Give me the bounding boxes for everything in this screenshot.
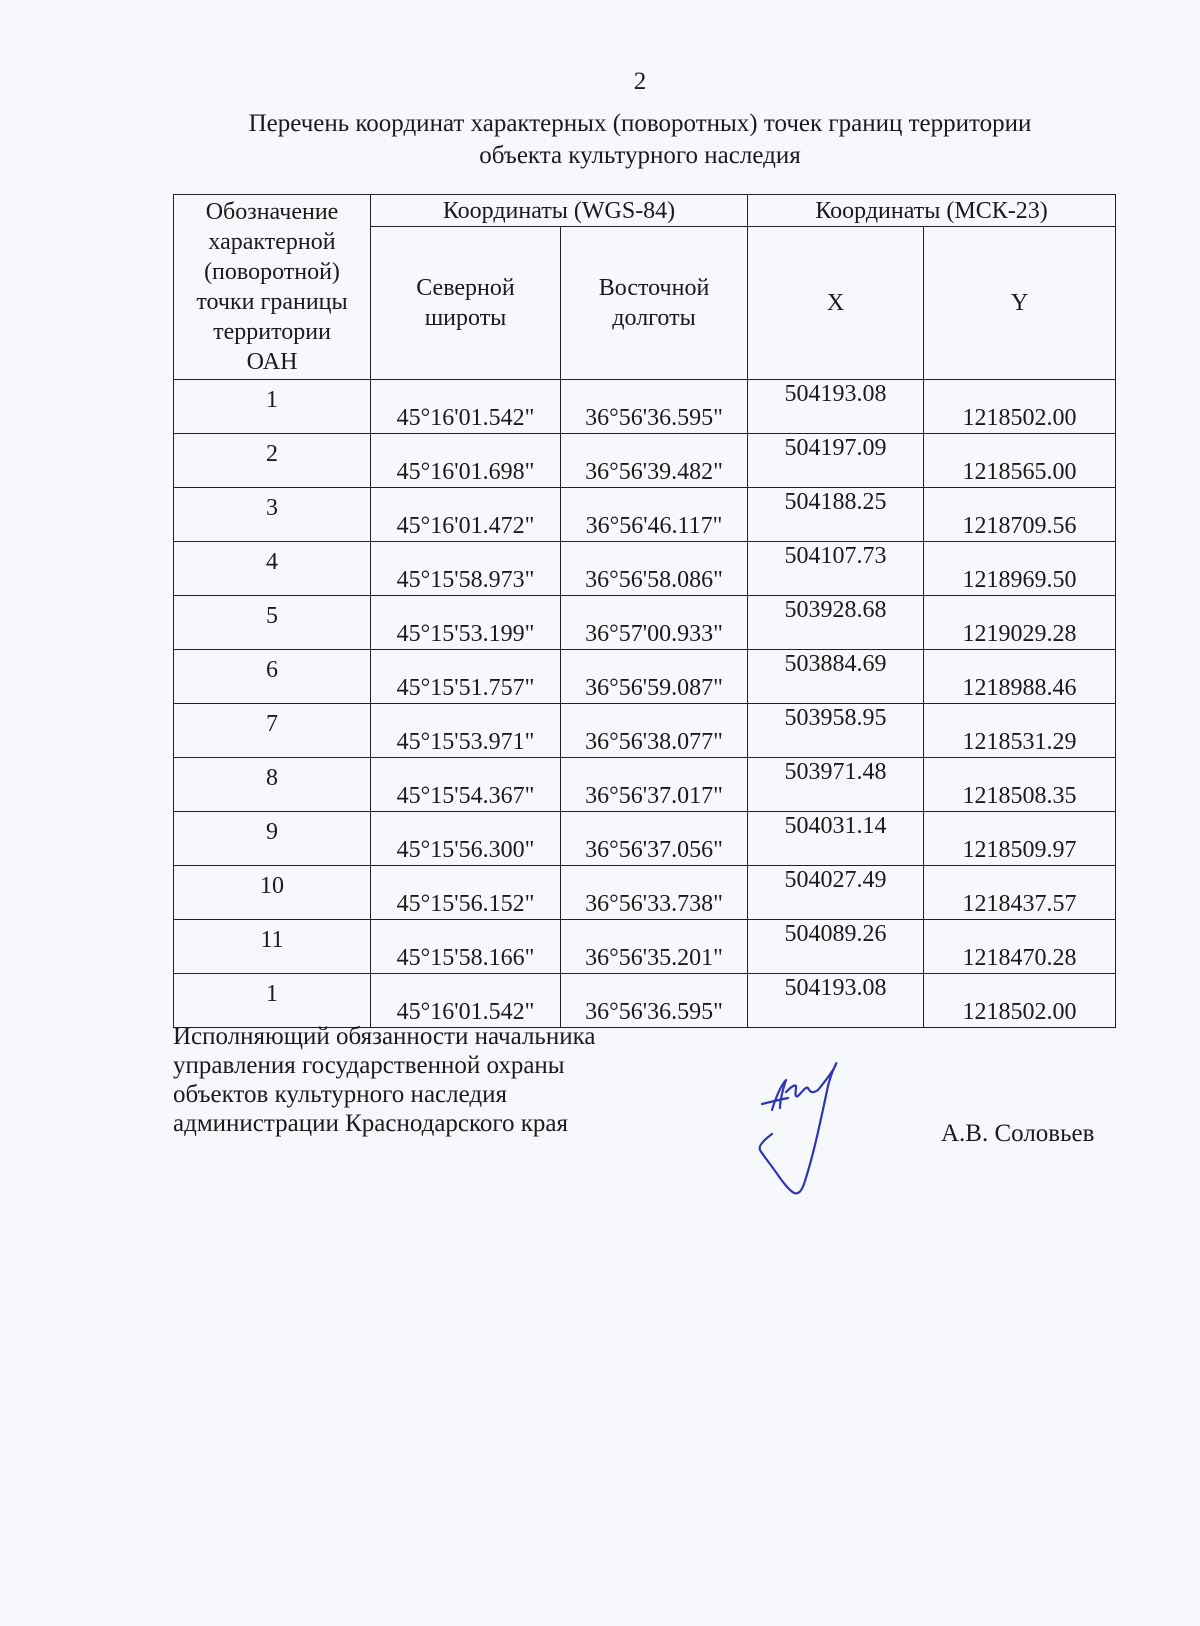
longitude-cell: 36°57'00.933" — [561, 596, 748, 650]
position-line: Исполняющий обязанности начальника — [173, 1023, 596, 1050]
point-id-cell: 4 — [174, 542, 371, 596]
y-cell: 1218508.35 — [924, 758, 1116, 812]
header-designation-line: характерной — [208, 229, 336, 255]
point-id-cell: 10 — [174, 866, 371, 920]
header-designation-line: точки границы — [196, 289, 348, 315]
x-cell: 504197.09 — [748, 434, 924, 488]
latitude-cell: 45°16'01.542" — [371, 974, 561, 1028]
signature-stroke — [760, 1063, 837, 1193]
position-line: администрации Краснодарского края — [173, 1110, 569, 1137]
y-cell: 1219029.28 — [924, 596, 1116, 650]
y-cell: 1218502.00 — [924, 380, 1116, 434]
table-row — [174, 812, 1116, 866]
x-cell: 503958.95 — [748, 704, 924, 758]
latitude-cell: 45°15'58.166" — [371, 920, 561, 974]
x-cell: 504107.73 — [748, 542, 924, 596]
point-id-cell: 3 — [174, 488, 371, 542]
table-row — [174, 974, 1116, 1028]
table-row — [174, 704, 1116, 758]
x-cell: 504193.08 — [748, 974, 924, 1028]
header-designation-line: (поворотной) — [204, 259, 340, 285]
header-east-line: долготы — [612, 305, 696, 331]
latitude-cell: 45°15'51.757" — [371, 650, 561, 704]
latitude-cell: 45°15'56.152" — [371, 866, 561, 920]
y-cell: 1218509.97 — [924, 812, 1116, 866]
title-line-1: Перечень координат характерных (поворотных) точек границ территории — [248, 110, 1032, 137]
page-number: 2 — [633, 68, 647, 95]
point-id-cell: 6 — [174, 650, 371, 704]
latitude-cell: 45°16'01.472" — [371, 488, 561, 542]
point-id-cell: 9 — [174, 812, 371, 866]
point-id-cell: 1 — [174, 974, 371, 1028]
coordinates-table — [173, 194, 1116, 1028]
handwritten-signature — [752, 1062, 862, 1232]
point-id-cell: 7 — [174, 704, 371, 758]
title-line-2: объекта культурного наследия — [479, 142, 801, 169]
point-id-cell: 8 — [174, 758, 371, 812]
x-cell: 504193.08 — [748, 380, 924, 434]
header-north-latitude — [371, 227, 561, 380]
table-row — [174, 596, 1116, 650]
x-cell: 504089.26 — [748, 920, 924, 974]
x-cell: 503928.68 — [748, 596, 924, 650]
header-east-longitude — [561, 227, 748, 380]
y-cell: 1218988.46 — [924, 650, 1116, 704]
header-designation-line: территории — [213, 319, 331, 345]
latitude-cell: 45°15'58.973" — [371, 542, 561, 596]
table-row — [174, 650, 1116, 704]
point-id-cell: 11 — [174, 920, 371, 974]
header-x: X — [748, 227, 924, 380]
table-row — [174, 542, 1116, 596]
y-cell: 1218709.56 — [924, 488, 1116, 542]
y-cell: 1218531.29 — [924, 704, 1116, 758]
longitude-cell: 36°56'36.595" — [561, 974, 748, 1028]
header-designation — [174, 195, 371, 380]
position-line: управления государственной охраны — [173, 1052, 565, 1079]
latitude-cell: 45°15'54.367" — [371, 758, 561, 812]
longitude-cell: 36°56'36.595" — [561, 380, 748, 434]
table-row — [174, 920, 1116, 974]
longitude-cell: 36°56'39.482" — [561, 434, 748, 488]
longitude-cell: 36°56'35.201" — [561, 920, 748, 974]
table-row — [174, 866, 1116, 920]
latitude-cell: 45°15'53.971" — [371, 704, 561, 758]
y-cell: 1218969.50 — [924, 542, 1116, 596]
y-cell: 1218437.57 — [924, 866, 1116, 920]
header-east-line: Восточной — [598, 275, 710, 301]
header-wgs84: Координаты (WGS-84) — [371, 195, 748, 227]
signatory-position — [173, 1022, 595, 1138]
latitude-cell: 45°15'53.199" — [371, 596, 561, 650]
header-y: Y — [924, 227, 1116, 380]
position-line: объектов культурного наследия — [173, 1081, 507, 1108]
document-title — [160, 108, 1120, 172]
table-body — [174, 380, 1116, 1028]
x-cell: 504188.25 — [748, 488, 924, 542]
header-north-line: широты — [424, 305, 507, 331]
signatory-name: А.В. Соловьев — [941, 1120, 1095, 1147]
x-cell: 503971.48 — [748, 758, 924, 812]
latitude-cell: 45°16'01.542" — [371, 380, 561, 434]
latitude-cell: 45°15'56.300" — [371, 812, 561, 866]
longitude-cell: 36°56'37.056" — [561, 812, 748, 866]
header-designation-line: Обозначение — [205, 199, 339, 225]
table-row — [174, 758, 1116, 812]
y-cell: 1218502.00 — [924, 974, 1116, 1028]
x-cell: 503884.69 — [748, 650, 924, 704]
y-cell: 1218565.00 — [924, 434, 1116, 488]
point-id-cell: 5 — [174, 596, 371, 650]
table-row — [174, 434, 1116, 488]
header-north-line: Северной — [416, 275, 515, 301]
longitude-cell: 36°56'58.086" — [561, 542, 748, 596]
y-cell: 1218470.28 — [924, 920, 1116, 974]
x-cell: 504031.14 — [748, 812, 924, 866]
longitude-cell: 36°56'59.087" — [561, 650, 748, 704]
point-id-cell: 1 — [174, 380, 371, 434]
header-designation-line: ОАН — [246, 349, 298, 375]
longitude-cell: 36°56'37.017" — [561, 758, 748, 812]
table-row — [174, 380, 1116, 434]
longitude-cell: 36°56'33.738" — [561, 866, 748, 920]
latitude-cell: 45°16'01.698" — [371, 434, 561, 488]
point-id-cell: 2 — [174, 434, 371, 488]
header-msk23: Координаты (МСК-23) — [748, 195, 1116, 227]
x-cell: 504027.49 — [748, 866, 924, 920]
table-row — [174, 488, 1116, 542]
longitude-cell: 36°56'38.077" — [561, 704, 748, 758]
longitude-cell: 36°56'46.117" — [561, 488, 748, 542]
